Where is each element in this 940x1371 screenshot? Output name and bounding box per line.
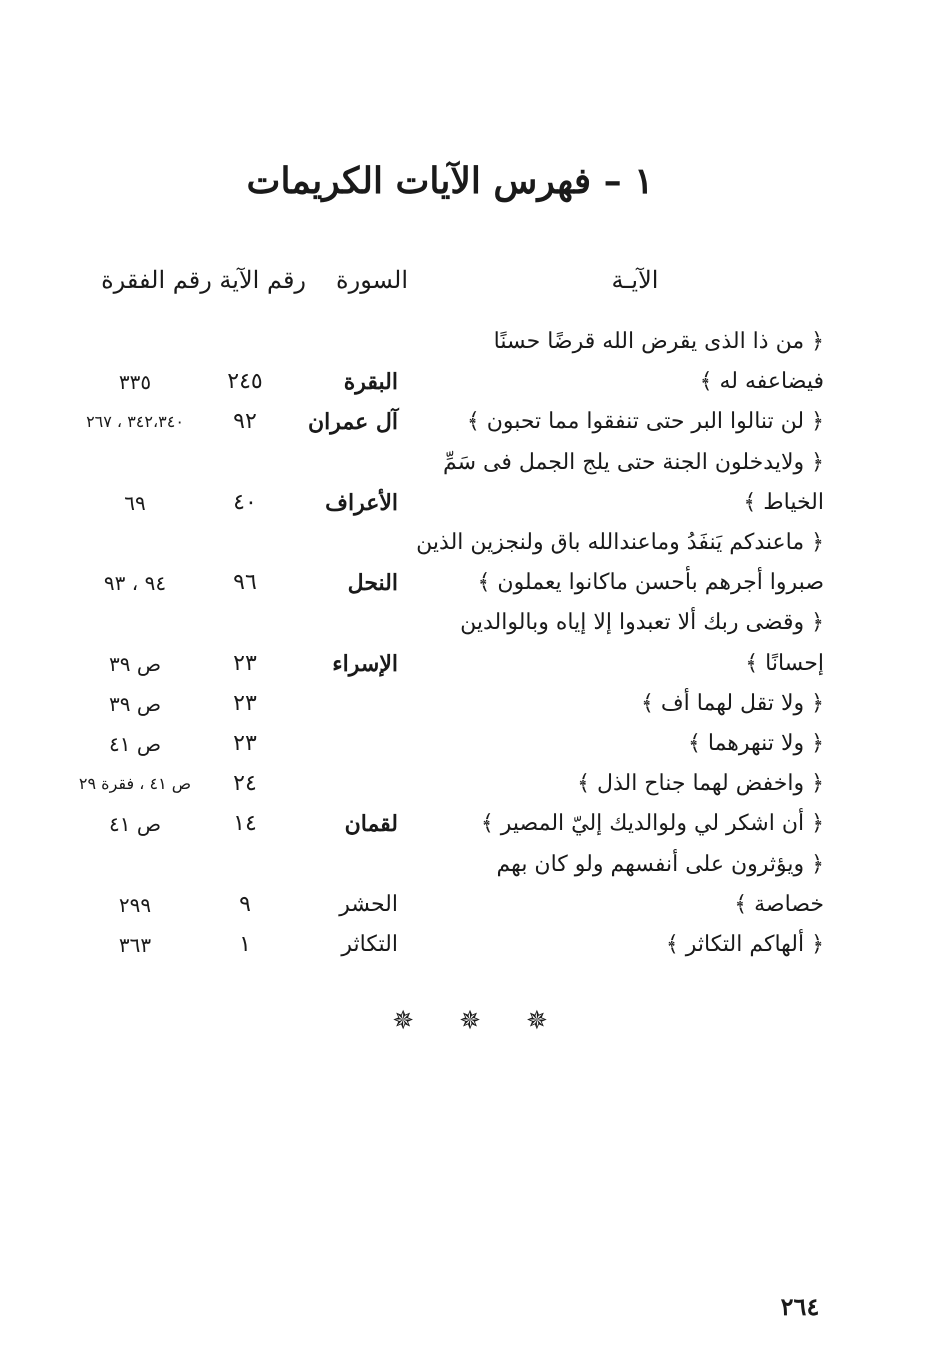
ayah-text: إحسانًا ﴾ [745, 650, 824, 676]
ayah-text: ﴿ ألهاكم التكاثر ﴾ [665, 932, 824, 957]
table-row [60, 644, 840, 684]
table-row [60, 483, 840, 523]
paragraph-ref: ص ٣٩ [108, 651, 162, 676]
surah-name: البقرة [343, 369, 398, 396]
ayah-number: ٩ [239, 891, 251, 917]
paragraph-ref: ٩٤ ، ٩٣ [103, 571, 167, 596]
table-row [60, 724, 840, 764]
ayah-text: ﴿ ولا تنهرهما ﴾ [688, 731, 824, 756]
table-row [60, 925, 840, 965]
ayah-text: ﴿ ويؤثرون على أنفسهم ولو كان بهم [496, 851, 824, 877]
table-row [60, 443, 840, 483]
surah-name: التكاثر [341, 932, 398, 957]
ayah-number: ٢٤٥ [227, 369, 263, 395]
table-row [60, 322, 840, 362]
ayah-number: ١ [239, 932, 251, 957]
ayah-text: ﴿ أن اشكر لي ولوالديك إليّ المصير ﴾ [480, 811, 824, 837]
column-header-ayah: الآيـة [611, 266, 659, 294]
star-ornament-icon: ✵ [392, 1006, 414, 1036]
ayah-text: صبروا أجرهم بأحسن ماكانوا يعملون ﴾ [477, 570, 824, 596]
star-ornament-icon: ✵ [459, 1006, 481, 1036]
ayah-text: ﴿ ولايدخلون الجنة حتى يلج الجمل فى سَمِّ [442, 449, 824, 475]
star-ornament-icon: ✵ [525, 1006, 548, 1036]
page-title: ١ – فهرس الآيات الكريمات [246, 160, 654, 202]
column-header-ayah-number-paragraph: رقم الآية رقم الفقرة [101, 266, 306, 294]
ayah-text: ﴿ ولا تقل لهما أف ﴾ [640, 690, 824, 716]
ayah-number: ٢٣ [233, 731, 257, 756]
surah-name: النحل [347, 570, 398, 597]
paragraph-ref: ٣٣٥ [118, 370, 152, 395]
column-header-surah: السورة [336, 266, 408, 294]
ayah-text: خصاصة ﴾ [734, 891, 824, 917]
ayah-number: ٩٢ [233, 409, 257, 435]
table-row [60, 684, 840, 724]
ayah-number: ٢٤ [233, 771, 257, 797]
surah-name: الأعراف [325, 489, 398, 516]
ayah-text: الخياط ﴾ [743, 489, 824, 515]
surah-name: آل عمران [307, 409, 398, 436]
ayah-text: ﴿ ماعندكم يَنفَدُ وماعندالله باق ولنجزين الذين [416, 530, 824, 555]
paragraph-ref: ص ٤١ [108, 812, 162, 837]
table-row [60, 885, 840, 925]
surah-name: الإسراء [332, 650, 398, 677]
table-row [60, 603, 840, 643]
surah-name: لقمان [344, 811, 398, 838]
surah-name: الحشر [339, 891, 398, 917]
paragraph-ref: ٣٦٣ [118, 933, 152, 957]
ayah-text: فيضاعفه له ﴾ [699, 369, 824, 395]
paragraph-ref: ٢٩٩ [118, 892, 152, 917]
ayah-number: ٩٦ [233, 570, 257, 596]
table-row [60, 563, 840, 603]
table-row [60, 362, 840, 402]
table-row [60, 804, 840, 844]
table-row [60, 845, 840, 885]
ayah-text: ﴿ لن تنالوا البر حتى تنفقوا مما تحبون ﴾ [466, 409, 824, 435]
paragraph-ref: ٣٤٢،٣٤٠ ، ٢٦٧ [86, 412, 184, 432]
table-row [60, 764, 840, 804]
paragraph-ref: ص ٤١ ، فقرة ٢٩ [78, 774, 192, 794]
paragraph-ref: ص ٤١ [108, 732, 162, 756]
ayah-number: ٢٣ [233, 650, 257, 676]
ayah-number: ١٤ [233, 811, 257, 837]
ayah-text: ﴿ وقضى ربك ألا تعبدوا إلا إياه وبالوالدين [460, 610, 824, 636]
paragraph-ref: ٦٩ [124, 490, 146, 515]
table-row [60, 523, 840, 563]
page-number: ٢٦٤ [780, 1292, 820, 1321]
ayah-text: ﴿ من ذا الذى يقرض الله قرضًا حسنًا [493, 329, 824, 354]
section-divider [0, 1006, 940, 1036]
ayah-number: ٤٠ [233, 489, 257, 515]
ayah-number: ٢٣ [233, 690, 257, 716]
paragraph-ref: ص ٣٩ [108, 691, 162, 716]
ayah-text: ﴿ واخفض لهما جناح الذل ﴾ [577, 771, 824, 797]
table-row [60, 402, 840, 442]
